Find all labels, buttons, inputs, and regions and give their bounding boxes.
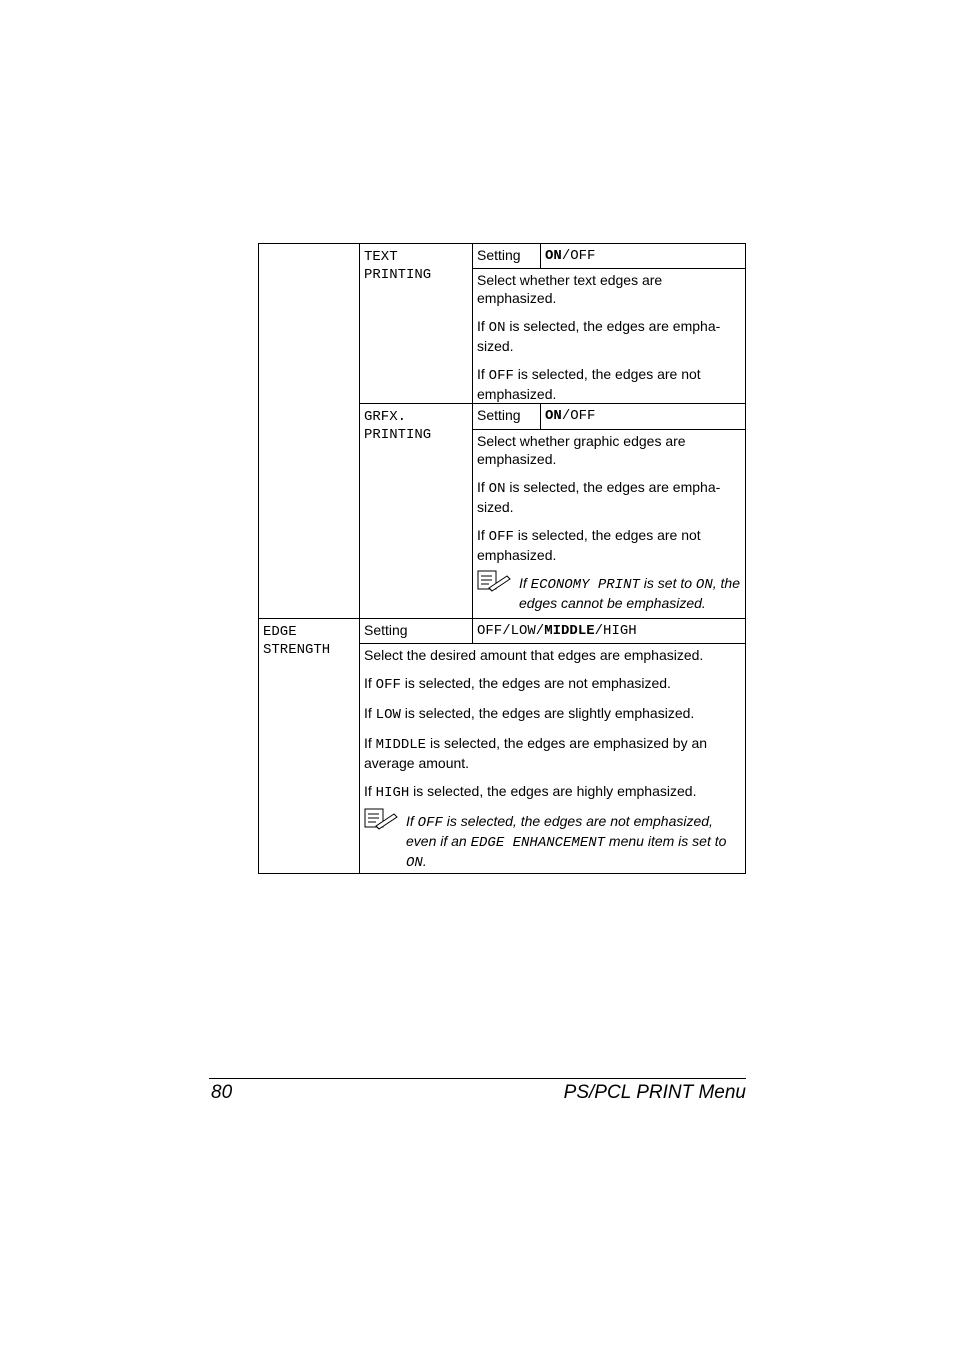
description-paragraph: If ON is selected, the edges are empha-sized. <box>477 479 721 515</box>
edge-strength-name-line1: EDGE <box>263 624 297 640</box>
value-separator: / <box>561 408 571 424</box>
grfx-printing-name-cell <box>359 403 473 619</box>
text-printing-setting-value-cell <box>540 243 746 269</box>
edge-strength-setting-label-cell <box>359 618 473 644</box>
description-paragraph: If OFF is selected, the edges are not emphasized. <box>477 527 701 563</box>
default-value: MIDDLE <box>544 623 595 639</box>
note-pencil-icon <box>477 570 511 592</box>
description-paragraph: Select the desired amount that edges are emphasized. <box>364 647 704 663</box>
description-paragraph: If MIDDLE is selected, the edges are emphasized by an average amount. <box>364 735 708 771</box>
edge-strength-name-cell <box>258 618 360 874</box>
note-pencil-icon <box>364 808 398 830</box>
description-paragraph: Select whether text edges are emphasized. <box>477 272 663 306</box>
description-paragraph: Select whether graphic edges are emphasized. <box>477 433 686 467</box>
note-text: If OFF is selected, the edges are not emphasized, even if an EDGE ENHANCEMENT menu item is set to ON. <box>406 813 727 871</box>
note <box>364 812 741 872</box>
text-printing-setting-label-cell <box>472 243 541 269</box>
setting-label: Setting <box>364 622 408 638</box>
description-paragraph: If ON is selected, the edges are empha-sized. <box>477 318 721 354</box>
value-off: OFF <box>570 408 596 424</box>
text-printing-description-cell <box>472 268 746 404</box>
text-printing-name-cell <box>359 243 473 404</box>
description-paragraph: If OFF is selected, the edges are not emphasized. <box>364 675 671 693</box>
note-text: If ECONOMY PRINT is set to ON, the edges cannot be emphasized. <box>519 575 740 611</box>
value-off: OFF <box>570 248 596 264</box>
description-paragraph: If OFF is selected, the edges are not emphasized. <box>477 366 701 402</box>
grfx-printing-description-cell <box>472 429 746 619</box>
footer-rule <box>209 1078 746 1079</box>
value-on: ON <box>545 408 562 424</box>
edge-strength-description-cell <box>359 643 746 874</box>
text-printing-name-line2: PRINTING <box>364 267 432 283</box>
edge-strength-name-line2: STRENGTH <box>263 642 331 658</box>
value-separator: / <box>561 248 571 264</box>
page-number: 80 <box>211 1082 233 1103</box>
edge-strength-setting-value-cell: OFF/LOW/MIDDLE/HIGH <box>472 618 746 644</box>
grfx-printing-name-line1: GRFX. <box>364 409 407 425</box>
grfx-printing-setting-value-cell <box>540 403 746 430</box>
setting-label: Setting <box>477 407 521 423</box>
menu-category-cell <box>258 243 360 619</box>
running-title: PS/PCL PRINT Menu <box>563 1082 746 1103</box>
text-printing-name-line1: TEXT <box>364 249 398 265</box>
grfx-printing-name-line2: PRINTING <box>364 427 432 443</box>
value-on: ON <box>545 248 562 264</box>
description-paragraph: If HIGH is selected, the edges are highly emphasized. <box>364 783 697 801</box>
note <box>477 574 741 612</box>
setting-label: Setting <box>477 247 521 263</box>
description-paragraph: If LOW is selected, the edges are slightly emphasized. <box>364 705 695 723</box>
grfx-printing-setting-label-cell <box>472 403 541 430</box>
